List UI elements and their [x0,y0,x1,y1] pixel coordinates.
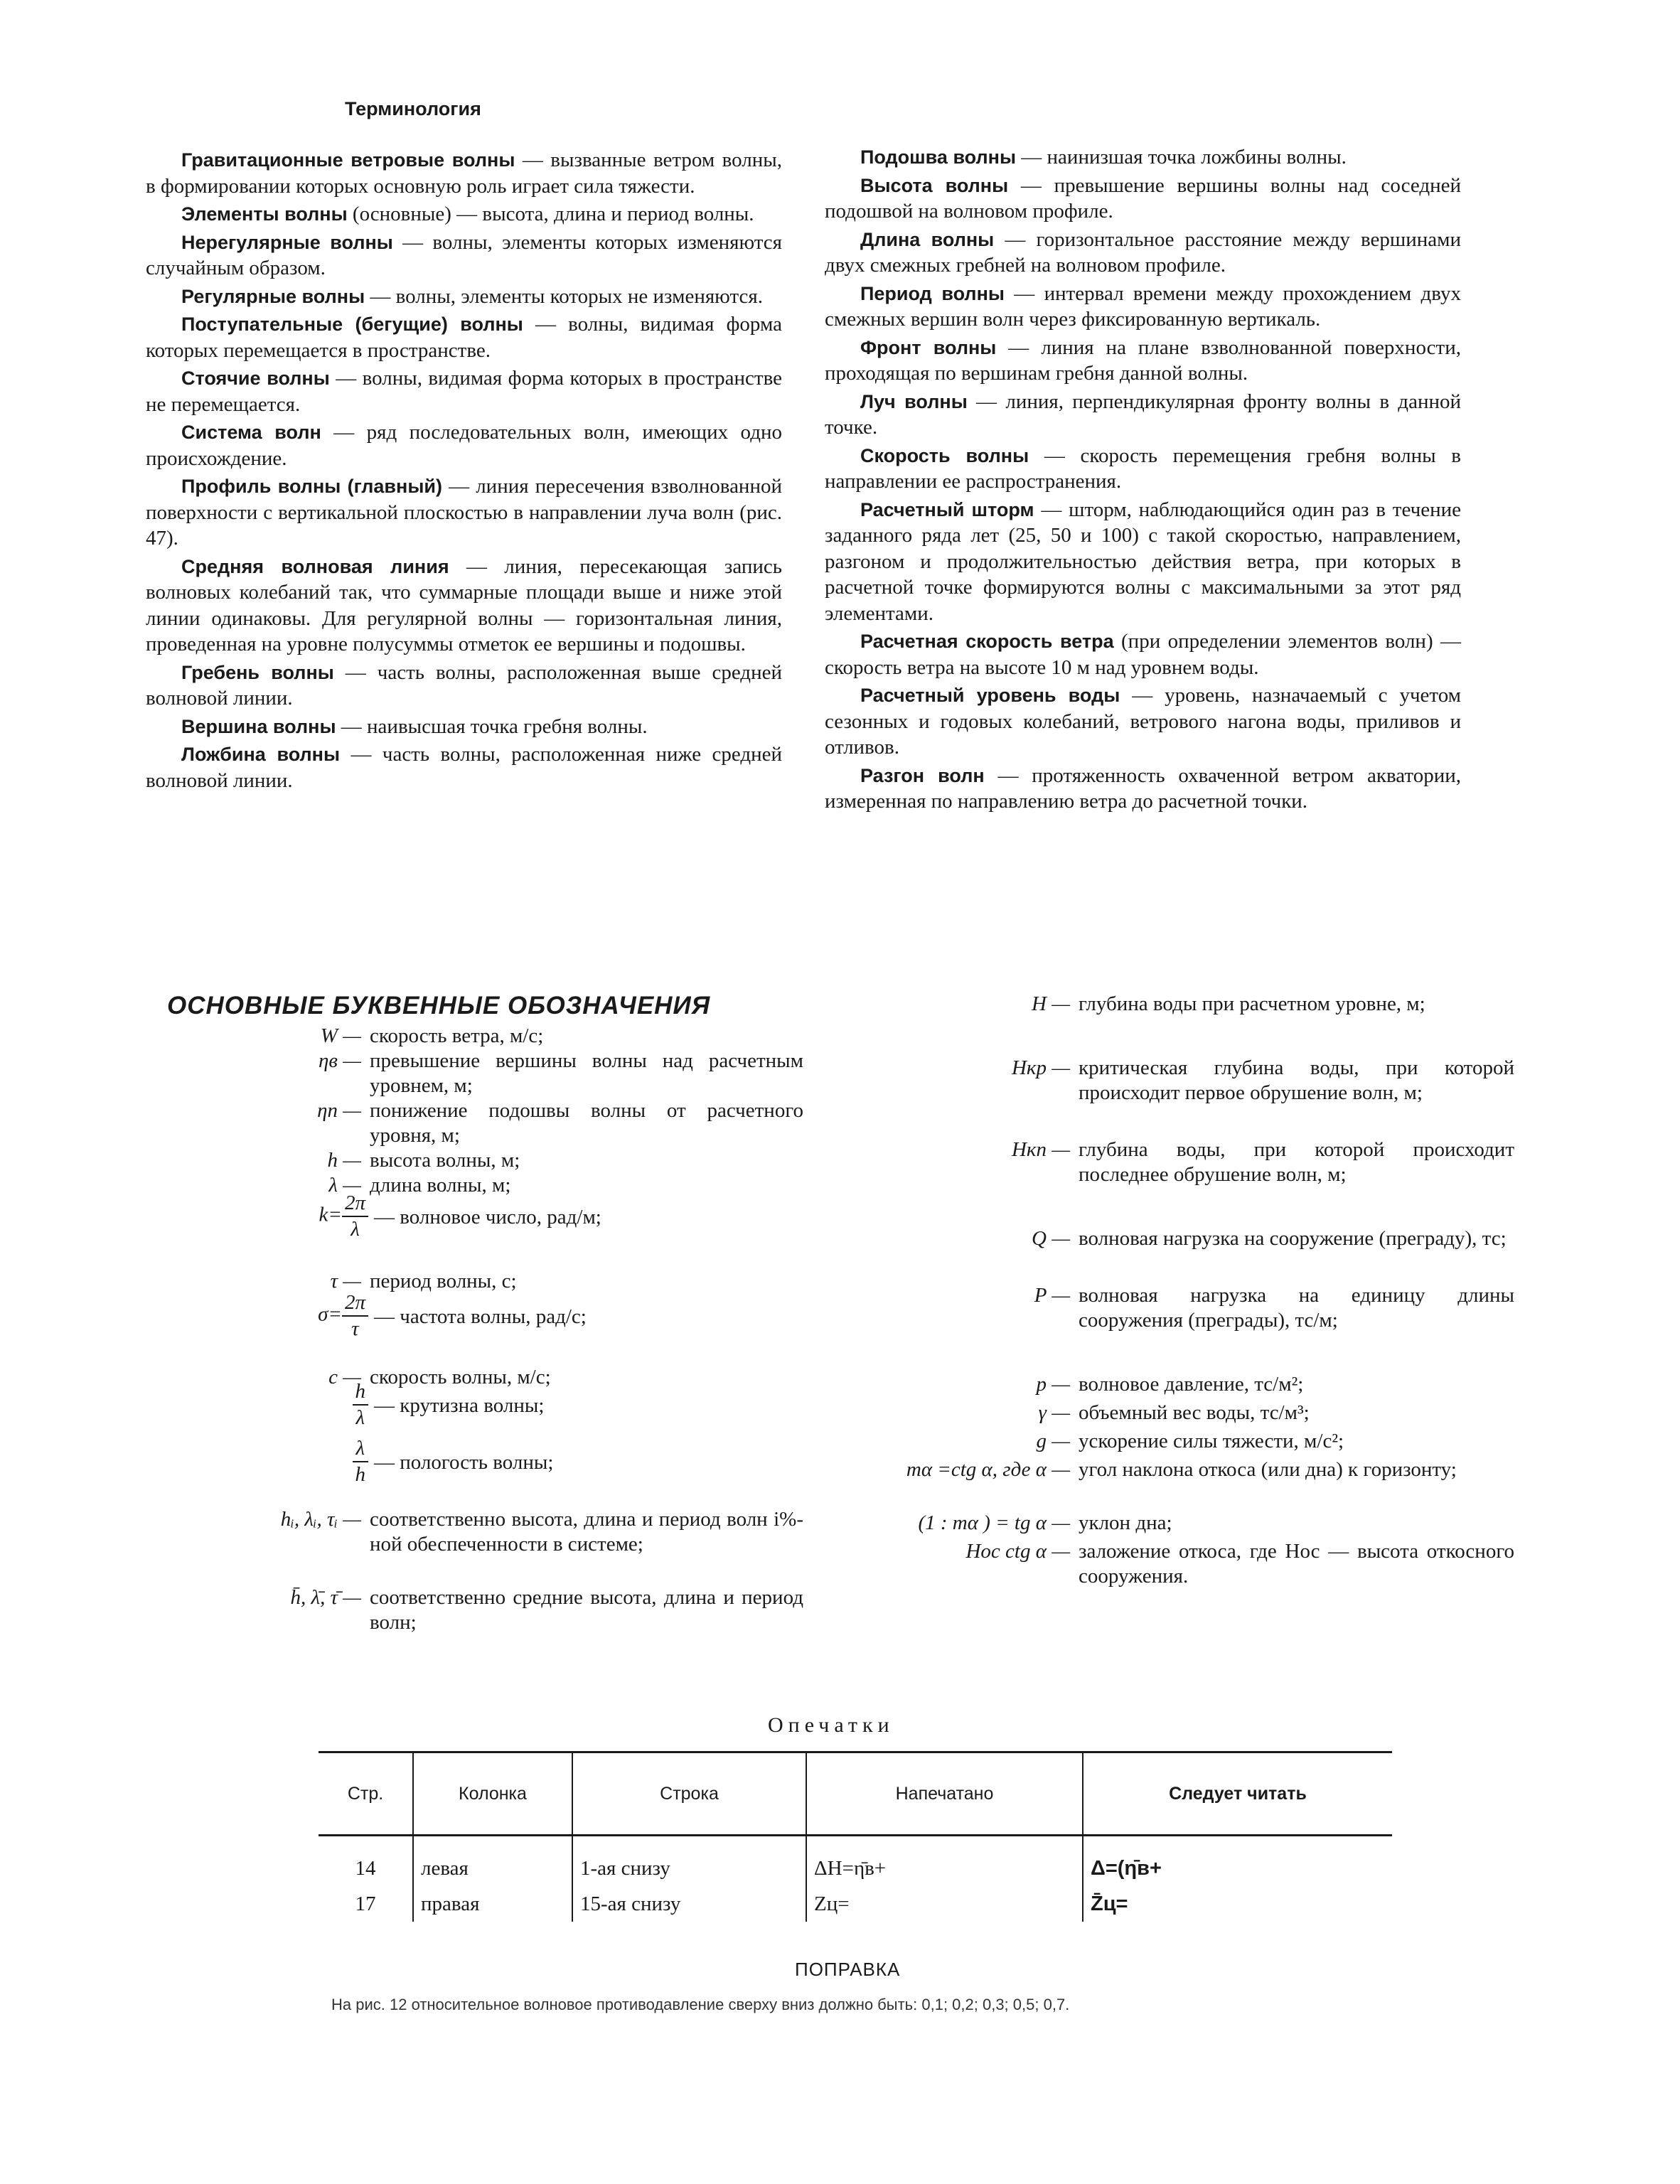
table-row [319,1886,1392,1922]
notation-description: высота волны, м; [370,1149,520,1172]
fraction-denominator: λ [351,1218,360,1241]
notation-symbol: ηп — [317,1099,361,1122]
notation-symbol: h̄, λ̄, τ̄ — [290,1586,361,1609]
notation-description: глубина воды при расчетном уровне, м; [1079,992,1425,1015]
term-name: Длина волны [860,228,995,250]
notation-description: соответственно высота, длина и период волн i%-ной обеспеченности в системе; [370,1508,803,1556]
term-text: — скорость перемещения гребня волны в направлении ее распространения. [825,444,1461,493]
term-definition [825,443,1461,495]
terminology-left-column [146,147,782,796]
term-text: — линия, пересекающая запись волновых колебаний так, что суммарные площади выше и ниже этой линии одинаковы. Для регулярной волны — горизонтальная линия, проведенная на уровне полусуммы отметок ее вершины и подошвы. [146,555,783,655]
term-name: Регулярные волны [181,285,365,307]
term-text: — горизонтальное расстояние между вершинами двух смежных гребней на волновом профиле. [825,228,1461,277]
notation-symbol [213,1436,368,1487]
notation-description: скорость ветра, м/с; [370,1024,544,1047]
term-definition [146,660,782,712]
notation-symbol: Hкр — [1011,1056,1070,1079]
term-text: — волны, элементы которых не изменяются. [365,284,763,308]
notation-description: волновая нагрузка на сооружение (преграду), тс; [1079,1227,1507,1250]
correction-title: ПОПРАВКА [795,1959,901,1980]
term-definition [146,147,782,199]
notation-symbol: h — [327,1149,361,1172]
errata-cell: Z̄ц= [1083,1886,1392,1922]
term-text: — волны, видимая форма которых в пространстве не перемещается. [146,367,782,416]
notation-description: уклон дна; [1079,1511,1172,1534]
term-text: — наивысшая точка гребня волны. [336,714,648,738]
notation-symbol: W — [320,1024,361,1047]
notation-description: соответственно средние высота, длина и период волн; [370,1586,803,1634]
notation-symbol: hᵢ, λᵢ, τᵢ — [280,1508,361,1531]
term-definition [825,335,1461,387]
notation-symbol: H — [1032,992,1070,1015]
term-text: — превышение вершины волны над соседней подошвой на волновом профиле. [825,173,1462,223]
term-text: — волны, видимая форма которых перемещается в пространстве. [146,313,782,362]
fraction-numerator: 2π [342,1191,368,1217]
term-definition [146,419,782,471]
notation-symbol: γ — [1038,1401,1070,1424]
errata-cell: 15-ая снизу [572,1886,806,1922]
term-text: — наинизшая точка ложбины волны. [1016,146,1347,168]
notation-right-list [832,992,1514,1667]
term-definition [146,365,782,417]
term-definition [146,311,782,363]
term-name: Ложбина волны [181,744,341,765]
term-text: — волны, элементы которых изменяются случайным образом. [146,230,782,279]
term-text: — линия, перпендикулярная фронту волны в данной точке. [825,390,1461,439]
term-text: — вызванные ветром волны, в формировании которых основную роль играет сила тяжести. [146,149,782,198]
errata-header-line: Строка [572,1752,806,1836]
notation-title: ОСНОВНЫЕ БУКВЕННЫЕ ОБОЗНАЧЕНИЯ [167,992,711,1019]
term-definition [825,682,1461,761]
errata-cell: 17 [355,1892,376,1915]
term-name: Скорость волны [860,444,1029,466]
term-definition [825,227,1461,279]
notation-symbol: mα =ctg α, где α — [906,1458,1070,1481]
notation-description: волновое давление, тс/м²; [1079,1373,1304,1396]
notation-description: критическая глубина воды, при которой происходит первое обрушение волн, м; [1079,1056,1514,1104]
term-text: — часть волны, расположенная выше средней волновой линии. [146,660,782,710]
fraction [353,1379,369,1430]
fraction-numerator: λ [353,1436,369,1462]
terminology-right-column [825,144,1461,817]
fraction-denominator: τ [351,1317,359,1340]
term-definition [146,201,782,228]
term-name: Луч волны [860,390,968,412]
notation-description: — пологость волны; [374,1451,554,1474]
term-definition [825,281,1461,333]
notation-symbol: ηв — [318,1049,361,1072]
term-definition [146,714,782,740]
notation-description: период волны, с; [370,1270,517,1292]
term-text: — линия пересечения взволнованной поверхности с вертикальной плоскостью в направлении луча волн (рис. 47). [146,475,782,550]
fraction-denominator: h [355,1463,365,1486]
errata-title: Опечатки [768,1713,894,1737]
errata-header-printed: Напечатано [806,1752,1083,1836]
term-name: Высота волны [860,174,1009,196]
term-definition [146,473,782,552]
correction-text: На рис. 12 относительное волновое противодавление сверху вниз должно быть: 0,1; 0,2; 0,3; 0,5; 0,7. [331,1996,1070,2013]
errata-cell: ΔH=η̄в+ [806,1836,1083,1887]
term-definition [825,389,1461,441]
fraction [353,1436,369,1487]
term-text: — уровень, назначаемый с учетом сезонных и годовых колебаний, ветрового нагона воды, приливов и отливов. [825,684,1461,759]
notation-description: скорость волны, м/с; [370,1366,551,1388]
term-name: Разгон волн [860,764,985,786]
errata-header-should-read: Следует читать [1083,1752,1392,1836]
fraction [342,1191,368,1242]
term-name: Фронт волны [860,336,997,358]
errata-header-column: Колонка [413,1752,572,1836]
symbol-prefix: σ= [318,1302,342,1326]
term-definition [825,144,1461,171]
notation-symbol: g — [1036,1430,1070,1452]
notation-description: объемный вес воды, тс/м³; [1079,1401,1310,1424]
notation-description: заложение откоса, где Hос — высота откосного сооружения. [1079,1540,1514,1588]
notation-description: глубина воды, при которой происходит последнее обрушение волн, м; [1079,1138,1514,1186]
term-text: — ряд последовательных волн, имеющих одно происхождение. [146,421,782,470]
term-name: Профиль волны (главный) [181,476,442,497]
term-text: — шторм, наблюдающийся один раз в течение заданного ряда лет (25, 50 и 100) с такой скоростью, направлением, разгоном и продолжительностью действия ветра, при которых в расчетной точке формируются волны с максимальными за этот ряд элементами. [825,498,1461,625]
notation-symbol: λ — [328,1174,361,1197]
errata-cell: левая [413,1836,572,1887]
notation-symbol: τ — [330,1270,361,1292]
term-definition [825,173,1461,225]
term-name: Подошва волны [860,146,1017,168]
term-name: Расчетный уровень воды [860,685,1120,706]
term-text: — интервал времени между прохождением двух смежных вершин волн через фиксированную вертикаль. [825,282,1461,331]
notation-symbol: Hкп — [1011,1138,1070,1161]
notation-description: — крутизна волны; [374,1394,545,1417]
notation-description: ускорение силы тяжести, м/с²; [1079,1430,1344,1452]
errata-cell: Zц= [806,1886,1083,1922]
fraction-numerator: h [353,1379,369,1406]
notation-symbol: p — [1036,1373,1070,1396]
notation-description: длина волны, м; [370,1174,511,1197]
term-definition [825,628,1461,680]
notation-description: — волновое число, рад/м; [374,1206,601,1228]
term-text: — линия на плане взволнованной поверхности, проходящая по вершинам гребня данной волны. [825,336,1461,385]
notation-symbol: Hос ctg α — [965,1540,1070,1563]
notation-symbol: P — [1034,1284,1070,1307]
symbol-prefix: k= [319,1203,342,1226]
errata-cell: Δ=(η̄в+ [1083,1836,1392,1887]
notation-symbol: (1 : mα ) = tg α — [918,1511,1070,1534]
term-name: Гребень волны [181,661,334,683]
notation-description: волновая нагрузка на единицу длины сооружения (преграды), тс/м; [1079,1284,1514,1332]
fraction-denominator: λ [355,1406,365,1429]
term-name: Средняя волновая линия [181,555,449,577]
term-definition [146,284,782,310]
term-name: Система волн [181,422,321,443]
notation-description: угол наклона откоса (или дна) к горизонту; [1079,1458,1457,1481]
notation-description: превышение вершины волны над расчетным уровнем, м; [370,1049,803,1097]
notation-symbol [213,1379,368,1430]
term-definition [146,554,782,658]
term-text: — часть волны, расположенная ниже средней волновой линии. [146,743,783,792]
errata-cell: 1-ая снизу [572,1836,806,1887]
notation-symbol [213,1191,368,1242]
fraction-numerator: 2π [342,1290,368,1317]
table-row [319,1836,1392,1887]
term-name: Гравитационные ветровые волны [181,149,515,171]
notation-description: понижение подошвы волны от расчетного уровня, м; [370,1099,803,1147]
term-definition [825,763,1461,815]
term-name: Стоячие волны [181,368,330,389]
term-text: (основные) — высота, длина и период волны. [347,203,754,225]
term-name: Поступательные (бегущие) волны [181,314,523,335]
term-definition [825,497,1461,627]
term-name: Период волны [860,282,1005,304]
notation-symbol: c — [328,1366,361,1388]
term-text: (при определении элементов волн) — скорость ветра на высоте 10 м над уровнем воды. [825,630,1461,679]
notation-symbol: Q — [1032,1227,1070,1250]
term-name: Вершина волны [181,715,336,737]
errata-header-page: Стр. [319,1752,413,1836]
notation-left-list [213,1024,803,1664]
term-text: — протяженность охваченной ветром акватории, измеренная по направлению ветра до расчетной точки. [825,764,1461,813]
errata-cell: правая [413,1886,572,1922]
term-definition [146,742,782,793]
errata-cell: 14 [355,1856,376,1880]
notation-symbol [213,1290,368,1342]
terminology-title: Терминология [345,98,481,119]
term-definition [146,230,782,282]
term-name: Расчетная скорость ветра [860,631,1114,652]
errata-table [319,1751,1392,1922]
fraction [342,1290,368,1342]
notation-description: — частота волны, рад/с; [374,1305,587,1328]
term-name: Расчетный шторм [860,498,1034,520]
term-name: Нерегулярные волны [181,231,393,253]
term-name: Элементы волны [181,203,348,225]
